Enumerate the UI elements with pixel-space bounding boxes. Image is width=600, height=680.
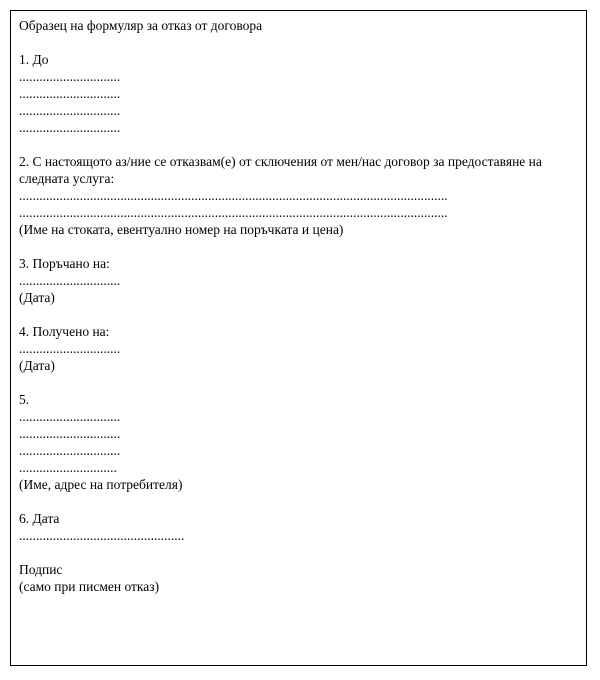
date-dotted-line: ................................................. — [19, 528, 185, 543]
section-1-label: 1. До — [19, 52, 49, 67]
section-4-note: (Дата) — [19, 358, 55, 373]
service-dotted-line-2: ............................................................................................................................... — [19, 205, 448, 220]
ordered-date-dotted-line: .............................. — [19, 273, 121, 288]
consumer-dotted-line-1: .............................. — [19, 409, 121, 424]
consumer-dotted-line-4: ............................. — [19, 460, 117, 475]
section-4-label: 4. Получено на: — [19, 324, 110, 339]
section-2-label: 2. С настоящото аз/ние се отказвам(е) от сключения от мен/нас договор за предоставяне на следната услуга: — [19, 154, 542, 186]
consumer-dotted-line-2: .............................. — [19, 426, 121, 441]
signature-note: (само при писмен отказ) — [19, 579, 160, 594]
consumer-dotted-line-3: .............................. — [19, 443, 121, 458]
spacer — [19, 493, 589, 510]
spacer — [19, 34, 589, 51]
section-6-label: 6. Дата — [19, 511, 60, 526]
recipient-dotted-line-4: .............................. — [19, 120, 121, 135]
spacer — [19, 544, 589, 561]
received-date-dotted-line: .............................. — [19, 341, 121, 356]
section-5-note: (Име, адрес на потребителя) — [19, 477, 183, 492]
recipient-dotted-line-2: .............................. — [19, 86, 121, 101]
section-3-label: 3. Поръчано на: — [19, 256, 110, 271]
spacer — [19, 374, 589, 391]
signature-label: Подпис — [19, 562, 63, 577]
recipient-dotted-line-1: .............................. — [19, 69, 121, 84]
spacer — [19, 136, 589, 153]
withdrawal-form-body — [19, 17, 589, 595]
section-5-label: 5. — [19, 392, 30, 407]
section-3-note: (Дата) — [19, 290, 55, 305]
withdrawal-form-frame — [10, 10, 587, 666]
spacer — [19, 306, 589, 323]
service-dotted-line-1: ............................................................................................................................... — [19, 188, 448, 203]
recipient-dotted-line-3: .............................. — [19, 103, 121, 118]
spacer — [19, 238, 589, 255]
form-title: Образец на формуляр за отказ от договора — [19, 18, 263, 33]
section-2-note: (Име на стоката, евентуално номер на поръчката и цена) — [19, 222, 344, 237]
